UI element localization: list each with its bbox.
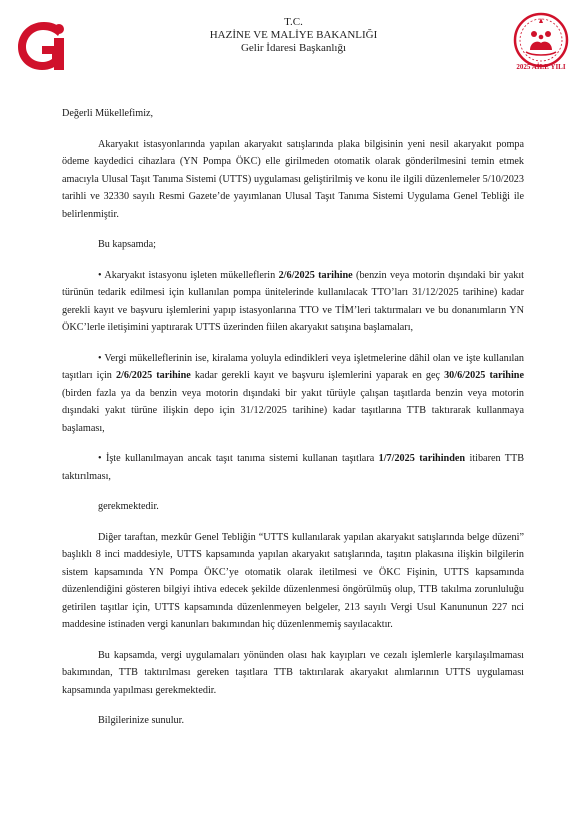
other-paragraph: Diğer taraftan, mezkûr Genel Tebliğin “UTTS kullanılarak yapılan akaryakıt satışlarında belge düzeni” başlıklı 8 inci maddesiyle, UTTS kapsamında yapılan akaryakıt satışlarında, taşıtın plakasına ilişkin bilgilerin sistem kapsamında YN Pompa ÖKC’ye otomatik olarak iletilmesi ve ÖKC Fişinin, UTTS kapsamında düzenlendiğini gösteren bilgiyi ihtiva edecek şekilde düzenlenmesi öngörülmüş olup, TTB takılma zorunluluğu getirilen taşıtlar için, UTTS kapsamında düzenlenmeyen belgeler, 213 sayılı Vergi Usul Kanununun 227 nci maddesine istinaden vergi kanunları bakımından hiç düzenlenmemiş sayılacaktır.	[62, 531, 524, 630]
tc-line: T.C.	[284, 16, 303, 28]
bullet-text: (birden fazla ya da benzin veya motorin dışındaki bir yakıt türüyle çalışan taşıtlarda benzin veya motorin dışındaki yakıt türüne ilişkin depo için 31/12/2025 tarihine) kadar taşıtlarına TTB taktırarak kullanmaya başlaması,	[62, 387, 524, 434]
bullet-text: • İşte kullanılmayan ancak taşıt tanıma sistemi kullanan taşıtlara	[98, 453, 379, 464]
bullet-text: • Akaryakıt istasyonu işleten mükelleflerin	[98, 269, 279, 281]
bullet-item-stations	[62, 267, 524, 337]
institution-title	[0, 16, 587, 55]
requirement-statement: gerekmektedir.	[98, 501, 159, 512]
bullet-date: 30/6/2025 tarihine	[444, 370, 524, 381]
bullet-item-taxpayers	[62, 350, 524, 438]
bullet-date: 2/6/2025 tarihine	[278, 269, 353, 281]
scope-heading: Bu kapsamda;	[98, 239, 157, 250]
bullet-date: 2/6/2025 tarihine	[115, 370, 191, 381]
bullet-text: (benzin veya motorin dışındaki bir yakıt türünün tedarik edilmesi için kullanılan pompa ünitelerinde kullanılacak TTO’ları 31/12/2025 tarihine) kadar gerekli kayıt ve başvuru işlemlerini yapıp istasyonlarına TTO ve TİM’leri taktırmaları ve bu donanımların YN ÖKC’lerle iletişimini yaptırarak UTTS üzerinden fiilen akaryakıt satışına başlamaları,	[62, 269, 524, 333]
bullet-item-other-vehicles	[62, 450, 524, 485]
salutation: Değerli Mükellefimiz,	[62, 108, 154, 119]
intro-paragraph: Akaryakıt istasyonlarında yapılan akaryakıt satışlarında plaka bilgisinin yeni nesil akaryakıt pompa ödeme kaydedici cihazlara (YN Pompa ÖKC) elle girilmeden otomatik olarak gönderilmesini temin etmek amacıyla Ulusal Taşıt Tanıma Sistemi (UTTS) uygulaması geliştirilmiş ve konu ile ilgili düzenlemeler 5/10/2023 tarihli ve 32330 sayılı Resmi Gazete’de yayımlanan Ulusal Taşıt Tanıma Sistemi Uygulama Genel Tebliği ile belirlenmiştir.	[62, 138, 524, 220]
bullet-date: 1/7/2025 tarihinden	[378, 453, 466, 464]
bullet-text: itibaren TTB taktırılması,	[62, 453, 525, 482]
ministry-name: HAZİNE VE MALİYE BAKANLIĞI	[209, 29, 378, 41]
letter-body	[62, 105, 524, 730]
family-year-label: 2025 AİLE YILI	[516, 63, 566, 71]
bullet-text: • Vergi mükelleflerinin ise, kiralama yoluyla edindikleri veya işletmelerine dâhil olan ve işte kullanılan taşıtları için	[62, 352, 524, 381]
bullet-text: kadar gerekli kayıt ve başvuru işlemlerini yaparak en geç	[190, 370, 445, 381]
closing-line: Bilgilerinize sunulur.	[98, 715, 185, 726]
letterhead	[0, 0, 587, 90]
department-name: Gelir İdaresi Başkanlığı	[240, 42, 347, 54]
scope-paragraph: Bu kapsamda, vergi uygulamaları yönünden olası hak kayıpları ve cezalı işlemlerle karşılaşılmaması bakımından, TTB taktırılması gereken taşıtlara TTB taktırılarak akaryakıt alımlarının UTTS uygulaması kapsamında yapılması gerekmektedir.	[62, 649, 524, 696]
